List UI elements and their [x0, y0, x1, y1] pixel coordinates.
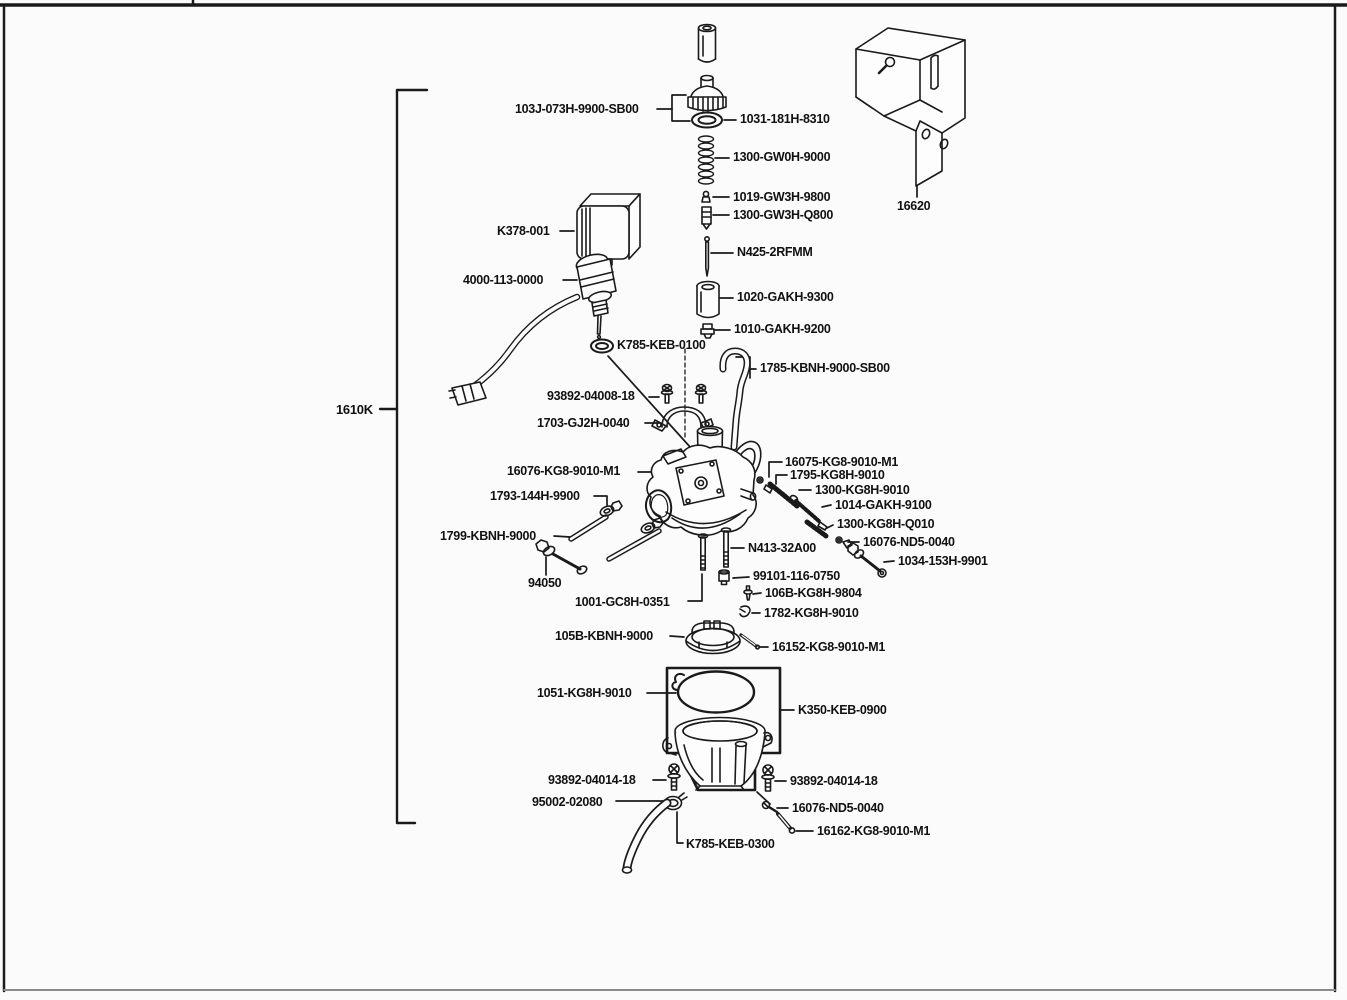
part-label-drain-bolt: 1034-153H-9901: [898, 554, 988, 568]
jet-needle-drawing: [705, 237, 709, 276]
part-label-needle-holder: 1300-GW3H-Q800: [733, 208, 834, 222]
throttle-spring-drawing: [699, 136, 714, 184]
part-label-valve-seat-screw: 1001-GC8H-0351: [575, 595, 670, 609]
part-label-jet-clip: 1782-KG8H-9010: [764, 606, 859, 620]
part-label-studs: 1799-KBNH-9000: [440, 529, 536, 543]
part-label-body-oring: K785-KEB-0100: [617, 338, 706, 352]
part-label-stop-spring: 1300-KG8H-9010: [815, 483, 910, 497]
mounting-bracket-drawing: [856, 28, 965, 186]
body-oring-drawing: [591, 340, 613, 353]
group-bracket-1610k: [380, 90, 427, 823]
part-label-needle-jet: 1010-GAKH-9200: [734, 322, 831, 336]
part-label-insulator-gasket: 16076-KG8-9010-M1: [507, 464, 621, 478]
top-cap-drawing: [688, 76, 726, 112]
part-label-chamber-screws: N413-32A00: [748, 541, 816, 555]
part-label-air-screw-spring: 1300-KG8H-Q010: [837, 517, 935, 531]
part-label-bowl-gasket: 1051-KG8H-9010: [537, 686, 632, 700]
cap-oring-drawing: [692, 113, 722, 128]
adjuster-tube-drawing: [699, 25, 716, 63]
part-label-cap-oring: 1031-181H-8310: [740, 112, 830, 126]
part-label-throttle-valve: 1020-GAKH-9300: [737, 290, 834, 304]
throttle-valve-drawing: [697, 282, 719, 318]
group-bracket-label: 1610K: [336, 402, 373, 417]
part-label-flange-bolt: 94050: [528, 576, 562, 590]
part-label-mounting-bracket: 16620: [897, 199, 931, 213]
part-label-top-cap-set: 103J-073H-9900-SB00: [515, 102, 639, 116]
flange-bolt-drawing: [536, 540, 588, 575]
part-label-washer-nut-set: 1793-144H-9900: [490, 489, 580, 503]
part-label-fuel-tube-set: 1785-KBNH-9000-SB00: [760, 361, 890, 375]
drain-screw-drawing: [763, 802, 778, 813]
jet-clip-drawing: [740, 606, 750, 616]
part-label-main-jet: 99101-116-0750: [753, 569, 840, 583]
part-label-needle-clip: 1019-GW3H-9800: [733, 190, 831, 204]
part-label-stop-screw: 1795-KG8H-9010: [790, 468, 885, 482]
float-drawing: [686, 621, 740, 654]
part-label-slow-jet: 106B-KG8H-9804: [765, 586, 862, 600]
float-pin-drawing: [741, 635, 759, 649]
bowl-gasket-drawing: [672, 672, 754, 713]
needle-jet-drawing: [701, 324, 714, 338]
carburetor-body-drawing: [647, 427, 767, 536]
part-label-air-screw-set: 1014-GAKH-9100: [835, 498, 932, 512]
part-label-cdi-unit: K378-001: [497, 224, 550, 238]
part-label-jet-washer-mid: 16076-ND5-0040: [863, 535, 955, 549]
part-label-throttle-stop-set: 16075-KG8-9010-M1: [785, 455, 899, 469]
drain-tube-drawing: [623, 803, 668, 873]
part-label-bowl-screw-left: 93892-04014-18: [548, 773, 636, 787]
cdi-unit-drawing: [577, 194, 640, 265]
stud-set-drawing: [571, 501, 663, 559]
needle-clip-drawing: [702, 191, 710, 202]
needle-holder-drawing: [702, 207, 711, 229]
part-label-auto-bystarter: 4000-113-0000: [463, 273, 544, 287]
part-label-float: 105B-KBNH-9000: [555, 629, 653, 643]
slow-jet-drawing: [744, 586, 752, 600]
part-label-drain-pin: 16162-KG8-9010-M1: [817, 824, 931, 838]
part-label-drain-screw: 16076-ND5-0040: [792, 801, 884, 815]
part-label-guide-screws: 93892-04008-18: [547, 389, 635, 403]
part-label-jet-needle: N425-2RFMM: [737, 245, 813, 259]
part-label-throttle-spring: 1300-GW0H-9000: [733, 150, 831, 164]
part-label-float-pin: 16152-KG8-9010-M1: [772, 640, 886, 654]
part-label-bowl-screw-right: 93892-04014-18: [790, 774, 878, 788]
part-label-cable-guide: 1703-GJ2H-0040: [537, 416, 630, 430]
part-label-float-chamber-set: K350-KEB-0900: [798, 703, 887, 717]
fuel-tube-drawing: [723, 351, 747, 447]
guide-screws-drawing: [662, 385, 707, 404]
part-label-drain-tube: K785-KEB-0300: [686, 837, 775, 851]
drain-pin-drawing: [778, 814, 795, 833]
main-jet-drawing: [719, 570, 729, 585]
part-label-tube-clip: 95002-02080: [532, 795, 603, 809]
